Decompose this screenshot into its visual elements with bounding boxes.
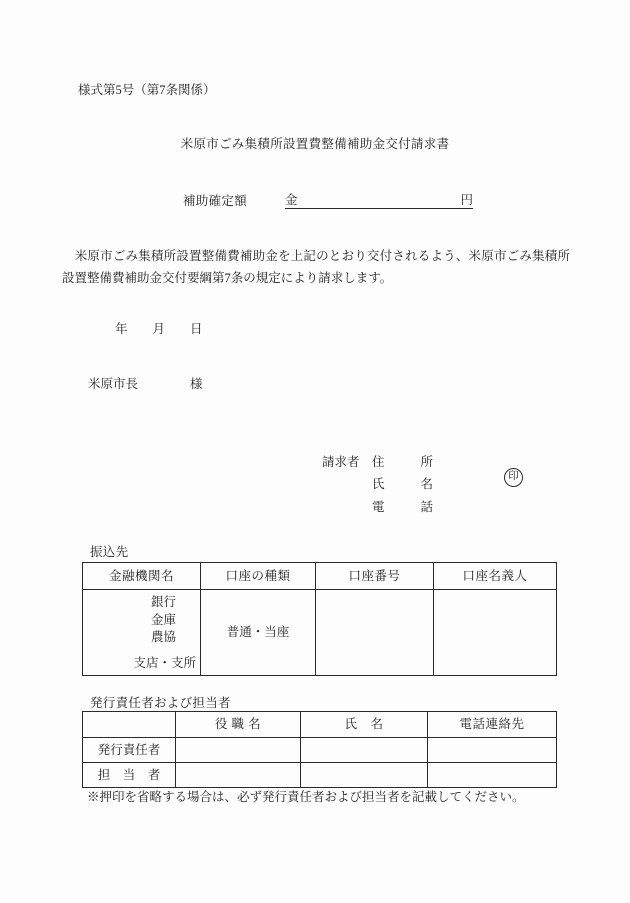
account-type-cell: 普通・当座 — [201, 590, 316, 676]
phone-label-char-2: 話 — [420, 499, 433, 514]
addressee-title: 米原市長 — [88, 377, 139, 391]
transfer-section-label: 振込先 — [90, 545, 129, 559]
name-label-char-1: 氏 — [372, 477, 385, 492]
seal-omission-note: ※押印を省略する場合は、必ず発行責任者および担当者を記載してください。 — [87, 790, 525, 804]
addressee-line — [88, 377, 203, 392]
contact-person-row — [83, 763, 557, 788]
issuer-table — [82, 711, 557, 788]
issuing-manager-label: 発行責任者 — [83, 738, 176, 763]
issuing-manager-position-cell — [176, 738, 301, 763]
amount-label: 補助確定額 — [183, 194, 248, 208]
transfer-table — [82, 562, 557, 676]
institution-type-shinkin: 金庫 — [150, 612, 176, 627]
institution-type-bank: 銀行 — [150, 595, 176, 609]
amount-currency-prefix: 金 — [285, 193, 298, 207]
transfer-table-body-row — [83, 590, 557, 676]
institution-type-coop: 農協 — [150, 630, 176, 644]
contact-person-position-cell — [176, 763, 301, 788]
address-label-char-1: 住 — [372, 455, 385, 469]
phone-label-char-1: 電 — [372, 499, 385, 514]
header-institution-name: 金融機関名 — [83, 563, 201, 590]
account-number-cell — [316, 590, 434, 676]
date-line — [115, 322, 203, 337]
issuer-header-blank — [83, 712, 176, 738]
requester-fields — [372, 455, 433, 522]
requester-label: 請求者 — [322, 455, 360, 469]
requester-phone-row — [372, 500, 433, 522]
issuer-table-header-row — [83, 712, 557, 738]
header-account-number: 口座番号 — [316, 563, 434, 590]
requester-name-row — [372, 477, 433, 499]
contact-person-name-cell — [301, 763, 428, 788]
header-account-kind: 口座の種類 — [201, 563, 316, 590]
page-title: 米原市ごみ集積所設置費整備補助金交付請求書 — [180, 137, 450, 151]
amount-currency-suffix: 円 — [460, 193, 473, 207]
issuer-header-position: 役 職 名 — [176, 712, 301, 738]
issuer-header-phone: 電話連絡先 — [428, 712, 557, 738]
branch-office-label: 支店・支所 — [133, 655, 196, 670]
institution-cell — [83, 590, 201, 676]
issuer-section-label: 発行責任者および担当者 — [90, 696, 231, 710]
account-holder-cell — [434, 590, 557, 676]
addressee-honorific: 様 — [190, 377, 203, 391]
day-label: 日 — [190, 322, 203, 336]
header-account-holder: 口座名義人 — [434, 563, 557, 590]
issuing-manager-phone-cell — [428, 738, 557, 763]
form-number: 様式第5号（第7条関係） — [78, 83, 216, 97]
year-label: 年 — [115, 322, 128, 336]
seal-mark-icon — [504, 468, 523, 487]
issuing-manager-row — [83, 738, 557, 763]
seal-character: 印 — [508, 471, 519, 483]
institution-type-list — [83, 590, 200, 647]
contact-person-label: 担 当 者 — [83, 763, 176, 788]
name-label-char-2: 名 — [420, 477, 433, 492]
address-label-char-2: 所 — [420, 455, 433, 469]
contact-person-phone-cell — [428, 763, 557, 788]
requester-address-row — [372, 455, 433, 477]
request-statement: 米原市ごみ集積所設置整備費補助金を上記のとおり交付されるよう、米原市ごみ集積所設置整備費補助金交付要綱第7条の規定により請求します。 — [62, 249, 570, 286]
transfer-table-header-row — [83, 563, 557, 590]
month-label: 月 — [152, 322, 166, 336]
issuer-header-name: 氏 名 — [301, 712, 428, 738]
issuing-manager-name-cell — [301, 738, 428, 763]
amount-field — [285, 190, 473, 209]
